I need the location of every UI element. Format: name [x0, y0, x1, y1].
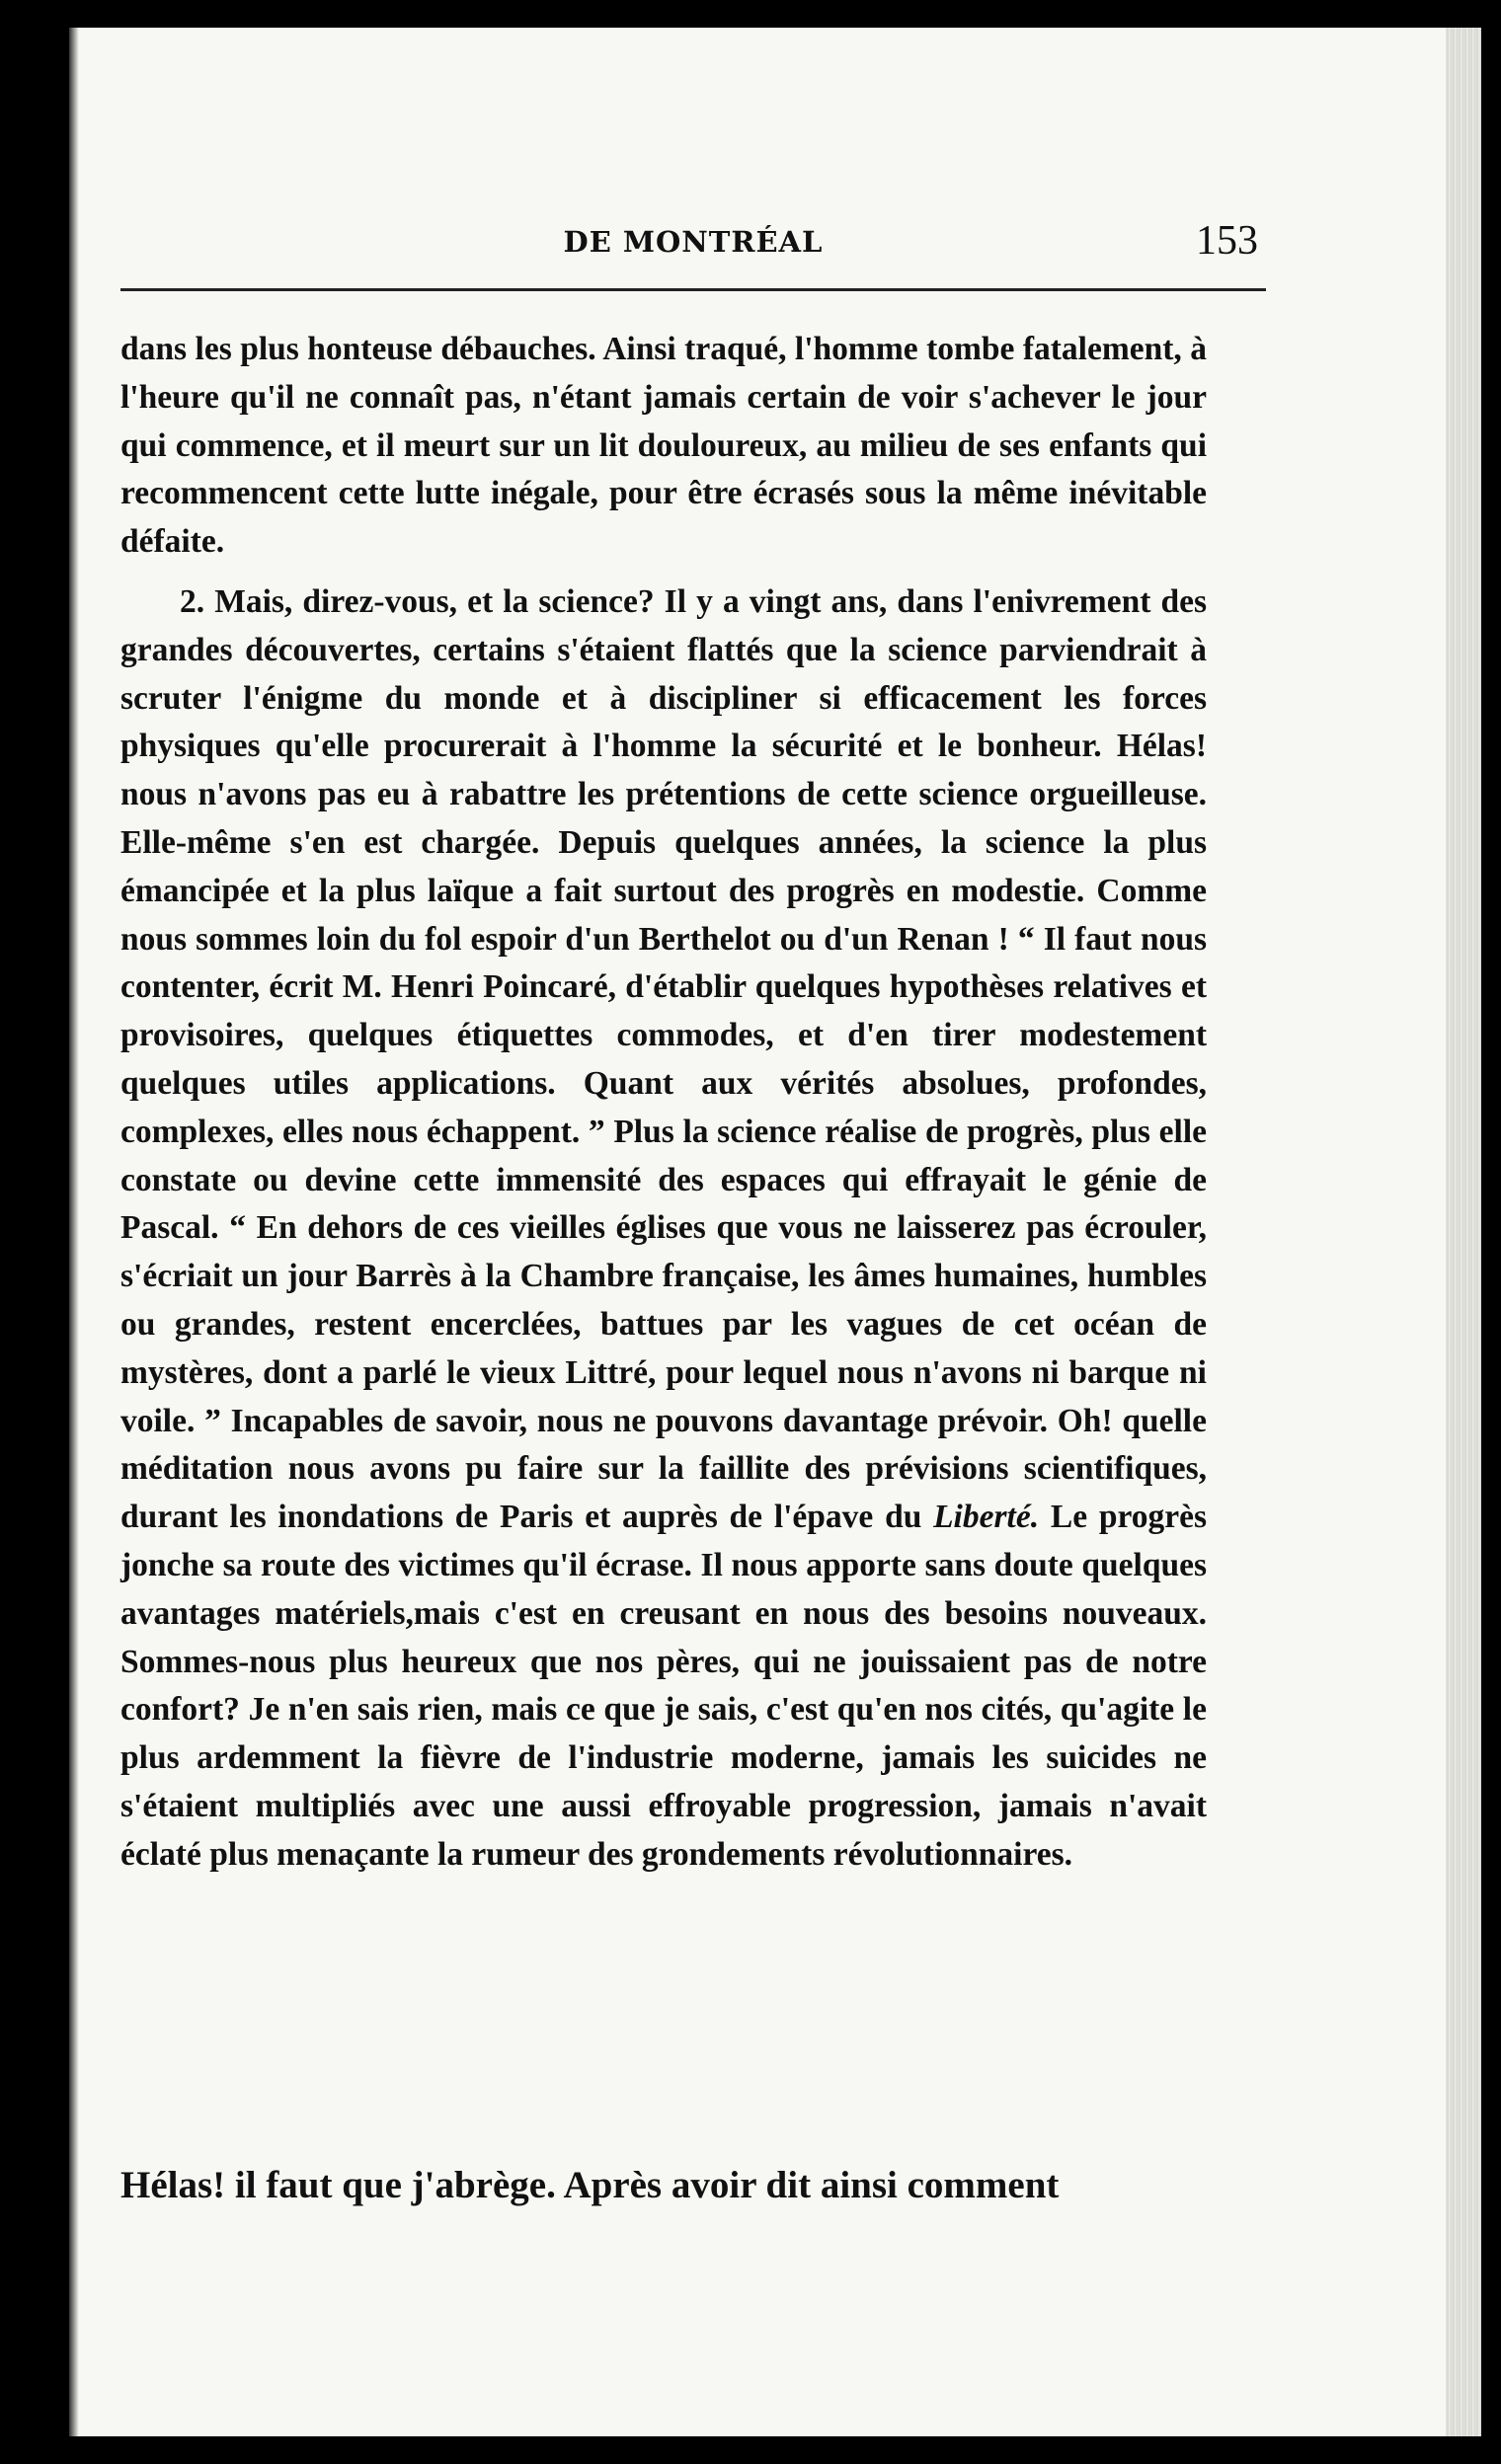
paragraph-2 [120, 578, 1207, 1880]
paragraph-continuation: dans les plus honteuse débauches. Ainsi traqué, l'homme tombe fatalement, à l'heure qu'il ne connaît pas, n'étant jamais certain de voir s'achever le jour qui commence, et il meurt sur un lit douloureux, au milieu de ses enfants qui recommencent cette lutte inégale, pour être écrasés sous la même inévitable défaite. [120, 331, 1207, 561]
page-edge [1446, 28, 1481, 2436]
page-gutter-shadow [69, 28, 79, 2436]
running-title: DE MONTRÉAL [563, 225, 824, 259]
closing-line: Hélas! il faut que j'abrège. Après avoir dit ainsi comment [120, 2164, 1060, 2206]
paragraph-2-part-1: 2. Mais, direz-vous, et la science? Il y a vingt ans, dans l'enivrement des grandes découvertes, certains s'étaient flattés que la science parviendrait à scruter l'énigme du monde et à discipliner si efficacement les forces physiques qu'elle procurerait à l'homme la sécurité et le bonheur. Hélas! nous n'avons pas eu à rabattre les prétentions de cette science orgueilleuse. Elle-même s'en est chargée. Depuis quelques années, la science la plus émancipée et la plus laïque a fait surtout des progrès en modestie. Comme nous sommes loin du fol espoir d'un Berthelot ou d'un Renan ! “ Il faut nous contenter, écrit M. Henri Poincaré, d'établir quelques hypothèses relatives et provisoires, quelques étiquettes commodes, et d'en tirer modestement quelques utiles applications. Quant aux vérités absolues, profondes, complexes, elles nous échappent. ” Plus la science réalise de progrès, plus elle constate ou devine cette immensité des espaces qui effrayait le génie de Pascal. “ En dehors de ces vieilles églises que vous ne laisserez pas écrouler, s'écriait un jour Barrès à la Chambre française, les âmes humaines, humbles ou grandes, restent encerclées, battues par les vagues de cet océan de mystères, dont a parlé le vieux Littré, pour lequel nous n'avons ni barque ni voile. ” Incapables de savoir, nous ne pouvons davantage prévoir. Oh! quelle méditation nous avons pu faire sur la faillite des prévisions scientifiques, durant les inondations de Paris et auprès de l'épave du [120, 582, 1207, 1536]
header-rule [120, 288, 1266, 291]
page-number: 153 [1196, 218, 1258, 264]
page-header [120, 197, 1266, 306]
paragraph-2-part-2: Le progrès jonche sa route des victimes qu'il écrase. Il nous apporte sans doute quelques avantages matériels,mais c'est en creusant en nous des besoins nouveaux. Sommes-nous plus heureux que nos pères, qui ne jouissaient pas de notre confort? Je n'en sais rien, mais ce que je sais, c'est qu'en nos cités, qu'agite le plus ardemment la fièvre de l'industrie moderne, jamais les suicides ne s'étaient multipliés avec une aussi effroyable progression, jamais n'avait éclaté plus menaçante la rumeur des grondements révolutionnaires. [120, 1499, 1207, 1873]
italic-ship-name: Liberté. [933, 1499, 1040, 1536]
body-text [120, 326, 1207, 1880]
